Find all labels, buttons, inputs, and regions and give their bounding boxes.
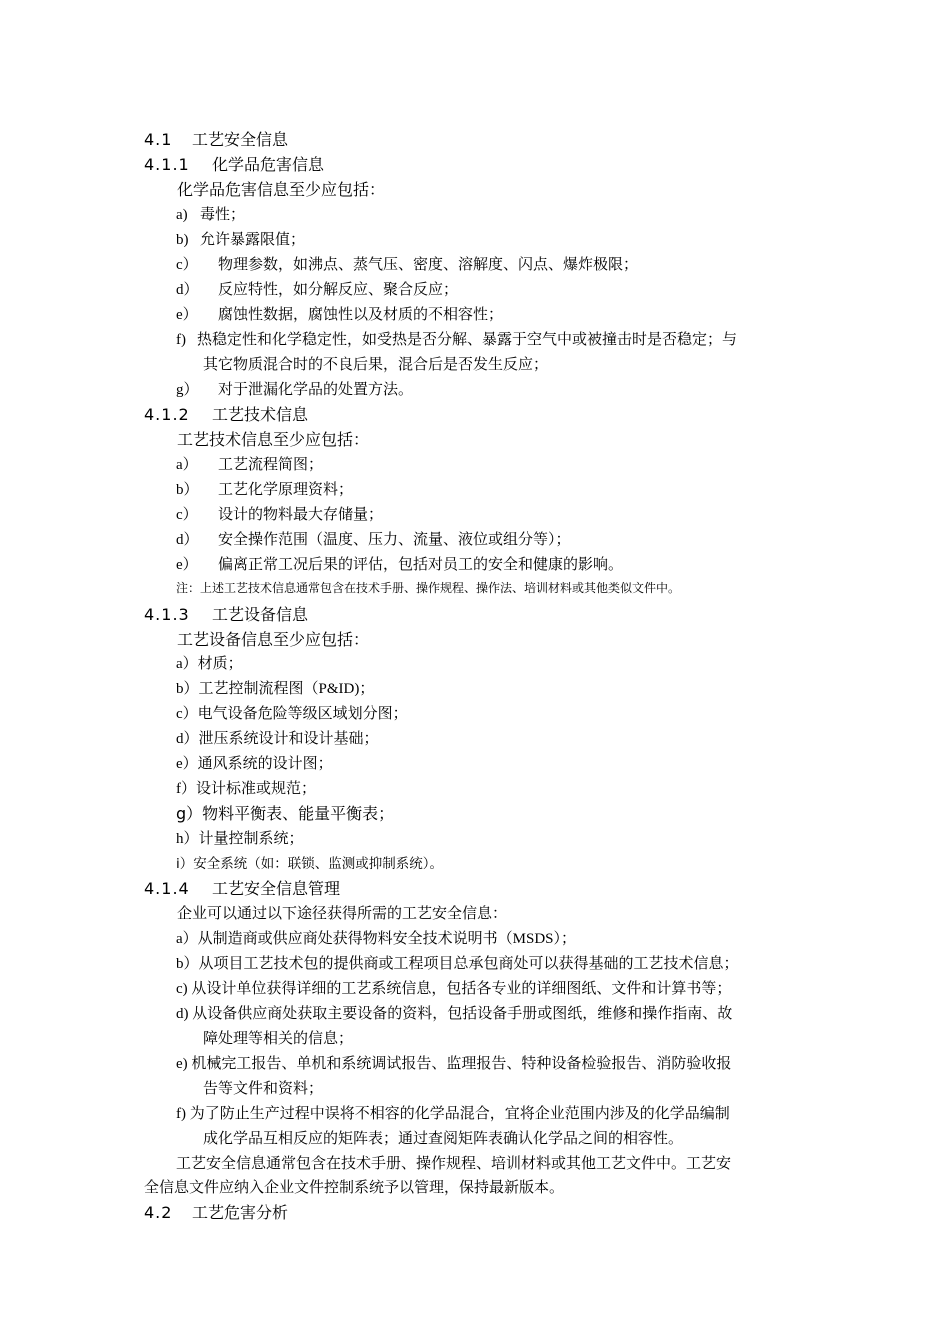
list-item: e） 偏离正常工况后果的评估，包括对员工的安全和健康的影响。 [176,557,624,573]
section-note: 注：上述工艺技术信息通常包含在技术手册、操作规程、操作法、培训材料或其他类似文件中。 [176,581,681,595]
section-title: 化学品危害信息 [212,155,325,174]
section-intro: 工艺设备信息至少应包括： [177,630,370,649]
section-heading-4-1-1 [144,152,324,175]
list-item: b） 工艺化学原理资料； [176,482,354,498]
list-item: b) 允许暴露限值； [176,232,306,248]
list-item: f) 为了防止生产过程中误将不相容的化学品混合，宜将企业范围内涉及的化学品编制 [176,1106,730,1122]
section-title: 工艺技术信息 [212,405,309,424]
list-item: e) 机械完工报告、单机和系统调试报告、监理报告、特种设备检验报告、消防验收报 [176,1056,732,1072]
list-item: a） 工艺流程简图； [176,457,324,473]
list-item: b）从项目工艺技术包的提供商或工程项目总承包商处可以获得基础的工艺技术信息； [176,956,739,972]
section-title: 工艺设备信息 [212,605,309,624]
list-item: c） 物理参数，如沸点、蒸气压、密度、溶解度、闪点、爆炸极限； [176,257,639,273]
list-item: c）电气设备危险等级区域划分图； [176,706,408,722]
paragraph-line: 工艺安全信息通常包含在技术手册、操作规程、培训材料或其他工艺文件中。工艺安 [176,1156,732,1172]
section-heading-4-2 [144,1200,288,1223]
section-number: 4.2 [144,1203,173,1222]
list-item-continuation: 成化学品互相反应的矩阵表；通过查阅矩阵表确认化学品之间的相容性。 [203,1131,684,1147]
list-item: f）设计标准或规范； [176,781,316,797]
section-number: 4.1 [144,130,173,149]
list-item: c) 从设计单位获得详细的工艺系统信息，包括各专业的详细图纸、文件和计算书等； [176,981,732,997]
list-item: g） 对于泄漏化学品的处置方法。 [176,382,414,398]
list-item: b）工艺控制流程图（P&ID)； [176,681,375,697]
list-item-continuation: 其它物质混合时的不良后果，混合后是否发生反应； [203,357,549,373]
list-item-continuation: 障处理等相关的信息； [203,1031,354,1047]
section-heading-4-1-4 [144,876,340,899]
list-item: d) 从设备供应商处获取主要设备的资料，包括设备手册或图纸，维修和操作指南、故 [176,1006,733,1022]
list-item: d） 安全操作范围（温度、压力、流量、液位或组分等）； [176,532,571,548]
list-item: g）物料平衡表、能量平衡表； [176,804,395,823]
list-item: c） 设计的物料最大存储量； [176,507,384,523]
list-item: d）泄压系统设计和设计基础； [176,731,379,747]
list-item: a）材质； [176,656,243,672]
list-item: a) 毒性； [176,207,246,223]
section-heading-4-1-2 [144,402,308,425]
section-title: 工艺危害分析 [192,1203,289,1222]
list-item: e）通风系统的设计图； [176,756,333,772]
section-title: 工艺安全信息 [192,130,289,149]
section-title: 工艺安全信息管理 [212,879,341,898]
section-intro: 工艺技术信息至少应包括： [177,430,370,449]
list-item: i）安全系统（如：联锁、监测或抑制系统）。 [176,856,444,872]
section-heading-4-1-3 [144,602,308,625]
section-intro: 企业可以通过以下途径获得所需的工艺安全信息： [177,906,508,922]
list-item: d） 反应特性，如分解反应、聚合反应； [176,282,459,298]
list-item: f) 热稳定性和化学稳定性，如受热是否分解、暴露于空气中或被撞击时是否稳定；与 [176,332,738,348]
section-number: 4.1.2 [144,405,190,424]
section-number: 4.1.4 [144,879,190,898]
section-number: 4.1.3 [144,605,190,624]
list-item-continuation: 告等文件和资料； [203,1081,324,1097]
list-item: h）计量控制系统； [176,831,304,847]
section-intro: 化学品危害信息至少应包括： [177,180,386,199]
paragraph-line: 全信息文件应纳入企业文件控制系统予以管理，保持最新版本。 [144,1180,565,1196]
list-item: a）从制造商或供应商处获得物料安全技术说明书（MSDS）； [176,931,577,947]
list-item: e） 腐蚀性数据，腐蚀性以及材质的不相容性； [176,307,504,323]
section-heading-4-1 [144,127,288,150]
section-number: 4.1.1 [144,155,190,174]
